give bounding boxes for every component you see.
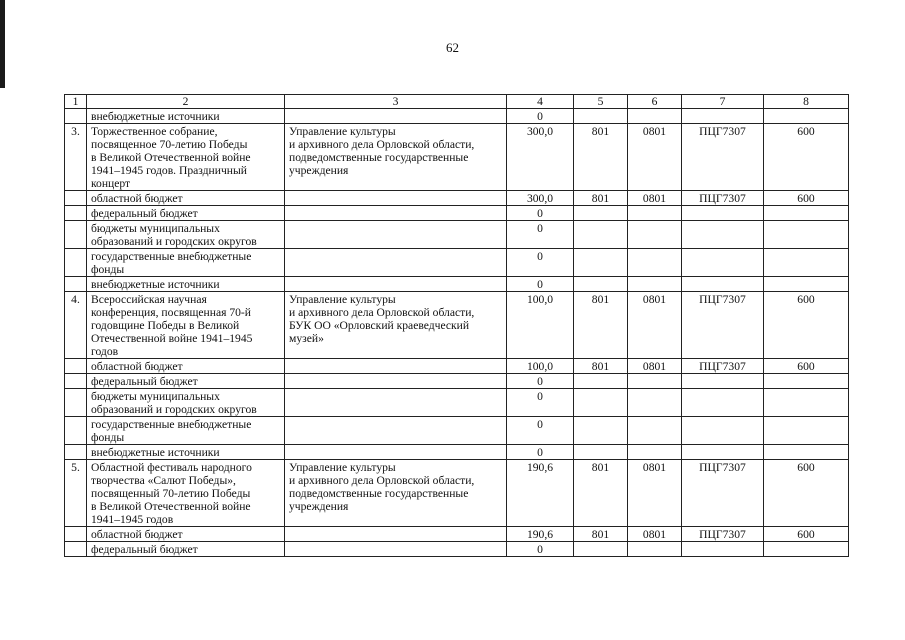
event-executor-line: учреждения [289, 500, 349, 513]
funding-source-label-line: фонды [91, 431, 125, 444]
empty-cell [285, 191, 507, 206]
funding-source-label: федеральный бюджет [87, 206, 285, 221]
code-cell [682, 221, 764, 249]
funding-source-label-line: государственные внебюджетные [91, 418, 252, 431]
event-row [65, 292, 849, 359]
empty-cell [285, 374, 507, 389]
code-cell [628, 277, 682, 292]
event-title-line: 1941–1945 годов [91, 513, 174, 526]
amount-cell: 300,0 [507, 124, 574, 191]
event-title-line: в Великой Отечественной войне [91, 151, 251, 164]
code-cell [682, 374, 764, 389]
funding-row [65, 445, 849, 460]
code-cell [764, 445, 849, 460]
page-number: 62 [446, 40, 459, 55]
empty-cell [65, 359, 87, 374]
amount-cell: 0 [507, 249, 574, 277]
code-cell: 0801 [628, 292, 682, 359]
event-executor-line: Управление культуры [289, 461, 396, 474]
empty-cell [65, 249, 87, 277]
funding-source-label: федеральный бюджет [87, 542, 285, 557]
code-cell [682, 417, 764, 445]
col-header: 2 [87, 95, 285, 109]
event-title-line: Областной фестиваль народного [91, 461, 252, 474]
funding-source-label-line: образований и городских округов [91, 235, 257, 248]
empty-cell [65, 206, 87, 221]
amount-cell: 0 [507, 445, 574, 460]
empty-cell [65, 417, 87, 445]
code-cell: 600 [764, 527, 849, 542]
code-cell: ПЦГ7307 [682, 292, 764, 359]
event-executor-line: музей» [289, 332, 324, 345]
empty-cell [285, 417, 507, 445]
event-title [87, 124, 285, 191]
funding-row [65, 527, 849, 542]
code-cell: 801 [574, 359, 628, 374]
amount-cell: 0 [507, 374, 574, 389]
code-cell: ПЦГ7307 [682, 527, 764, 542]
code-cell: 801 [574, 460, 628, 527]
code-cell: 600 [764, 124, 849, 191]
amount-cell: 0 [507, 417, 574, 445]
code-cell [682, 542, 764, 557]
empty-cell [285, 221, 507, 249]
code-cell: ПЦГ7307 [682, 359, 764, 374]
code-cell [764, 417, 849, 445]
row-number: 4. [65, 292, 87, 359]
code-cell: ПЦГ7307 [682, 124, 764, 191]
code-cell: 600 [764, 191, 849, 206]
code-cell: 600 [764, 292, 849, 359]
code-cell [764, 221, 849, 249]
empty-cell [285, 277, 507, 292]
event-title-line: посвященное 70-летию Победы [91, 138, 248, 151]
funding-row [65, 277, 849, 292]
code-cell: 801 [574, 292, 628, 359]
code-cell [682, 277, 764, 292]
funding-row [65, 206, 849, 221]
code-cell: 600 [764, 460, 849, 527]
code-cell: ПЦГ7307 [682, 191, 764, 206]
code-cell [628, 374, 682, 389]
amount-cell: 0 [507, 542, 574, 557]
event-executor-line: БУК ОО «Орловский краеведческий [289, 319, 470, 332]
funding-row [65, 389, 849, 417]
event-executor [285, 124, 507, 191]
event-executor [285, 460, 507, 527]
amount-cell: 0 [507, 109, 574, 124]
code-cell [682, 206, 764, 221]
event-title-line: годов [91, 345, 119, 358]
col-header: 6 [628, 95, 682, 109]
funding-source-label-line: фонды [91, 263, 125, 276]
event-executor-line: подведомственные государственные [289, 487, 469, 500]
empty-cell [285, 249, 507, 277]
event-title-line: концерт [91, 177, 131, 190]
event-executor-line: и архивного дела Орловской области, [289, 474, 475, 487]
code-cell [764, 374, 849, 389]
col-header: 8 [764, 95, 849, 109]
empty-cell [285, 389, 507, 417]
amount-cell: 100,0 [507, 292, 574, 359]
code-cell [764, 206, 849, 221]
code-cell: 801 [574, 124, 628, 191]
code-cell [682, 249, 764, 277]
code-cell [574, 221, 628, 249]
funding-source-label [87, 417, 285, 445]
code-cell [628, 542, 682, 557]
amount-cell: 100,0 [507, 359, 574, 374]
amount-cell: 0 [507, 389, 574, 417]
funding-source-label: внебюджетные источники [87, 109, 285, 124]
code-cell: 0801 [628, 359, 682, 374]
funding-source-label [87, 221, 285, 249]
event-title-line: творчества «Салют Победы», [91, 474, 236, 487]
empty-cell [65, 191, 87, 206]
code-cell [574, 542, 628, 557]
code-cell [574, 417, 628, 445]
funding-row [65, 542, 849, 557]
funding-source-label: областной бюджет [87, 191, 285, 206]
code-cell [574, 249, 628, 277]
funding-row [65, 359, 849, 374]
funding-source-label: федеральный бюджет [87, 374, 285, 389]
empty-cell [65, 389, 87, 417]
event-executor-line: Управление культуры [289, 125, 396, 138]
code-cell: ПЦГ7307 [682, 460, 764, 527]
event-title-line: 1941–1945 годов. Праздничный [91, 164, 247, 177]
empty-cell [65, 277, 87, 292]
table-row [65, 109, 849, 124]
code-cell [764, 249, 849, 277]
code-cell [574, 277, 628, 292]
event-title [87, 460, 285, 527]
code-cell [574, 389, 628, 417]
empty-cell [65, 527, 87, 542]
event-title-line: Отечественной войне 1941–1945 [91, 332, 253, 345]
amount-cell: 190,6 [507, 527, 574, 542]
code-cell [764, 542, 849, 557]
empty-cell [65, 221, 87, 249]
code-cell [764, 389, 849, 417]
event-executor-line: Управление культуры [289, 293, 396, 306]
code-cell [628, 206, 682, 221]
funding-source-label: областной бюджет [87, 359, 285, 374]
budget-table [64, 94, 849, 557]
empty-cell [65, 374, 87, 389]
event-row [65, 124, 849, 191]
funding-source-label: внебюджетные источники [87, 277, 285, 292]
event-executor-line: и архивного дела Орловской области, [289, 306, 475, 319]
empty-cell [65, 445, 87, 460]
funding-row [65, 374, 849, 389]
amount-cell: 0 [507, 206, 574, 221]
col-header: 1 [65, 95, 87, 109]
code-cell: 801 [574, 527, 628, 542]
code-cell [574, 445, 628, 460]
funding-source-label: внебюджетные источники [87, 445, 285, 460]
code-cell: 0801 [628, 124, 682, 191]
col-header: 3 [285, 95, 507, 109]
event-title-line: годовщине Победы в Великой [91, 319, 240, 332]
funding-row [65, 249, 849, 277]
row-number: 5. [65, 460, 87, 527]
code-cell [628, 221, 682, 249]
col-header: 5 [574, 95, 628, 109]
code-cell [574, 206, 628, 221]
amount-cell: 300,0 [507, 191, 574, 206]
code-cell: 0801 [628, 460, 682, 527]
code-cell [682, 389, 764, 417]
event-title-line: в Великой Отечественной войне [91, 500, 251, 513]
amount-cell: 0 [507, 221, 574, 249]
code-cell [574, 374, 628, 389]
funding-source-label-line: бюджеты муниципальных [91, 222, 220, 235]
code-cell [628, 445, 682, 460]
funding-source-label [87, 249, 285, 277]
code-cell: 0801 [628, 527, 682, 542]
event-title [87, 292, 285, 359]
empty-cell [285, 359, 507, 374]
code-cell [682, 445, 764, 460]
event-title-line: конференция, посвященная 70-й [91, 306, 251, 319]
code-cell: 0801 [628, 191, 682, 206]
empty-cell [285, 527, 507, 542]
empty-cell [285, 445, 507, 460]
code-cell: 600 [764, 359, 849, 374]
col-header: 7 [682, 95, 764, 109]
event-executor-line: подведомственные государственные [289, 151, 469, 164]
event-executor-line: и архивного дела Орловской области, [289, 138, 475, 151]
code-cell: 801 [574, 191, 628, 206]
code-cell [764, 277, 849, 292]
event-executor [285, 292, 507, 359]
event-title-line: Торжественное собрание, [91, 125, 218, 138]
funding-row [65, 191, 849, 206]
event-title-line: Всероссийская научная [91, 293, 207, 306]
funding-row [65, 221, 849, 249]
empty-cell [65, 542, 87, 557]
code-cell [628, 417, 682, 445]
funding-source-label-line: бюджеты муниципальных [91, 390, 220, 403]
header-row [65, 95, 849, 109]
col-header: 4 [507, 95, 574, 109]
funding-source-label [87, 389, 285, 417]
funding-source-label-line: образований и городских округов [91, 403, 257, 416]
amount-cell: 0 [507, 277, 574, 292]
code-cell [628, 389, 682, 417]
code-cell [628, 249, 682, 277]
empty-cell [285, 542, 507, 557]
row-number: 3. [65, 124, 87, 191]
funding-source-label: областной бюджет [87, 527, 285, 542]
funding-row [65, 417, 849, 445]
funding-source-label-line: государственные внебюджетные [91, 250, 252, 263]
event-title-line: посвященный 70-летию Победы [91, 487, 251, 500]
empty-cell [285, 206, 507, 221]
amount-cell: 190,6 [507, 460, 574, 527]
event-executor-line: учреждения [289, 164, 349, 177]
event-row [65, 460, 849, 527]
